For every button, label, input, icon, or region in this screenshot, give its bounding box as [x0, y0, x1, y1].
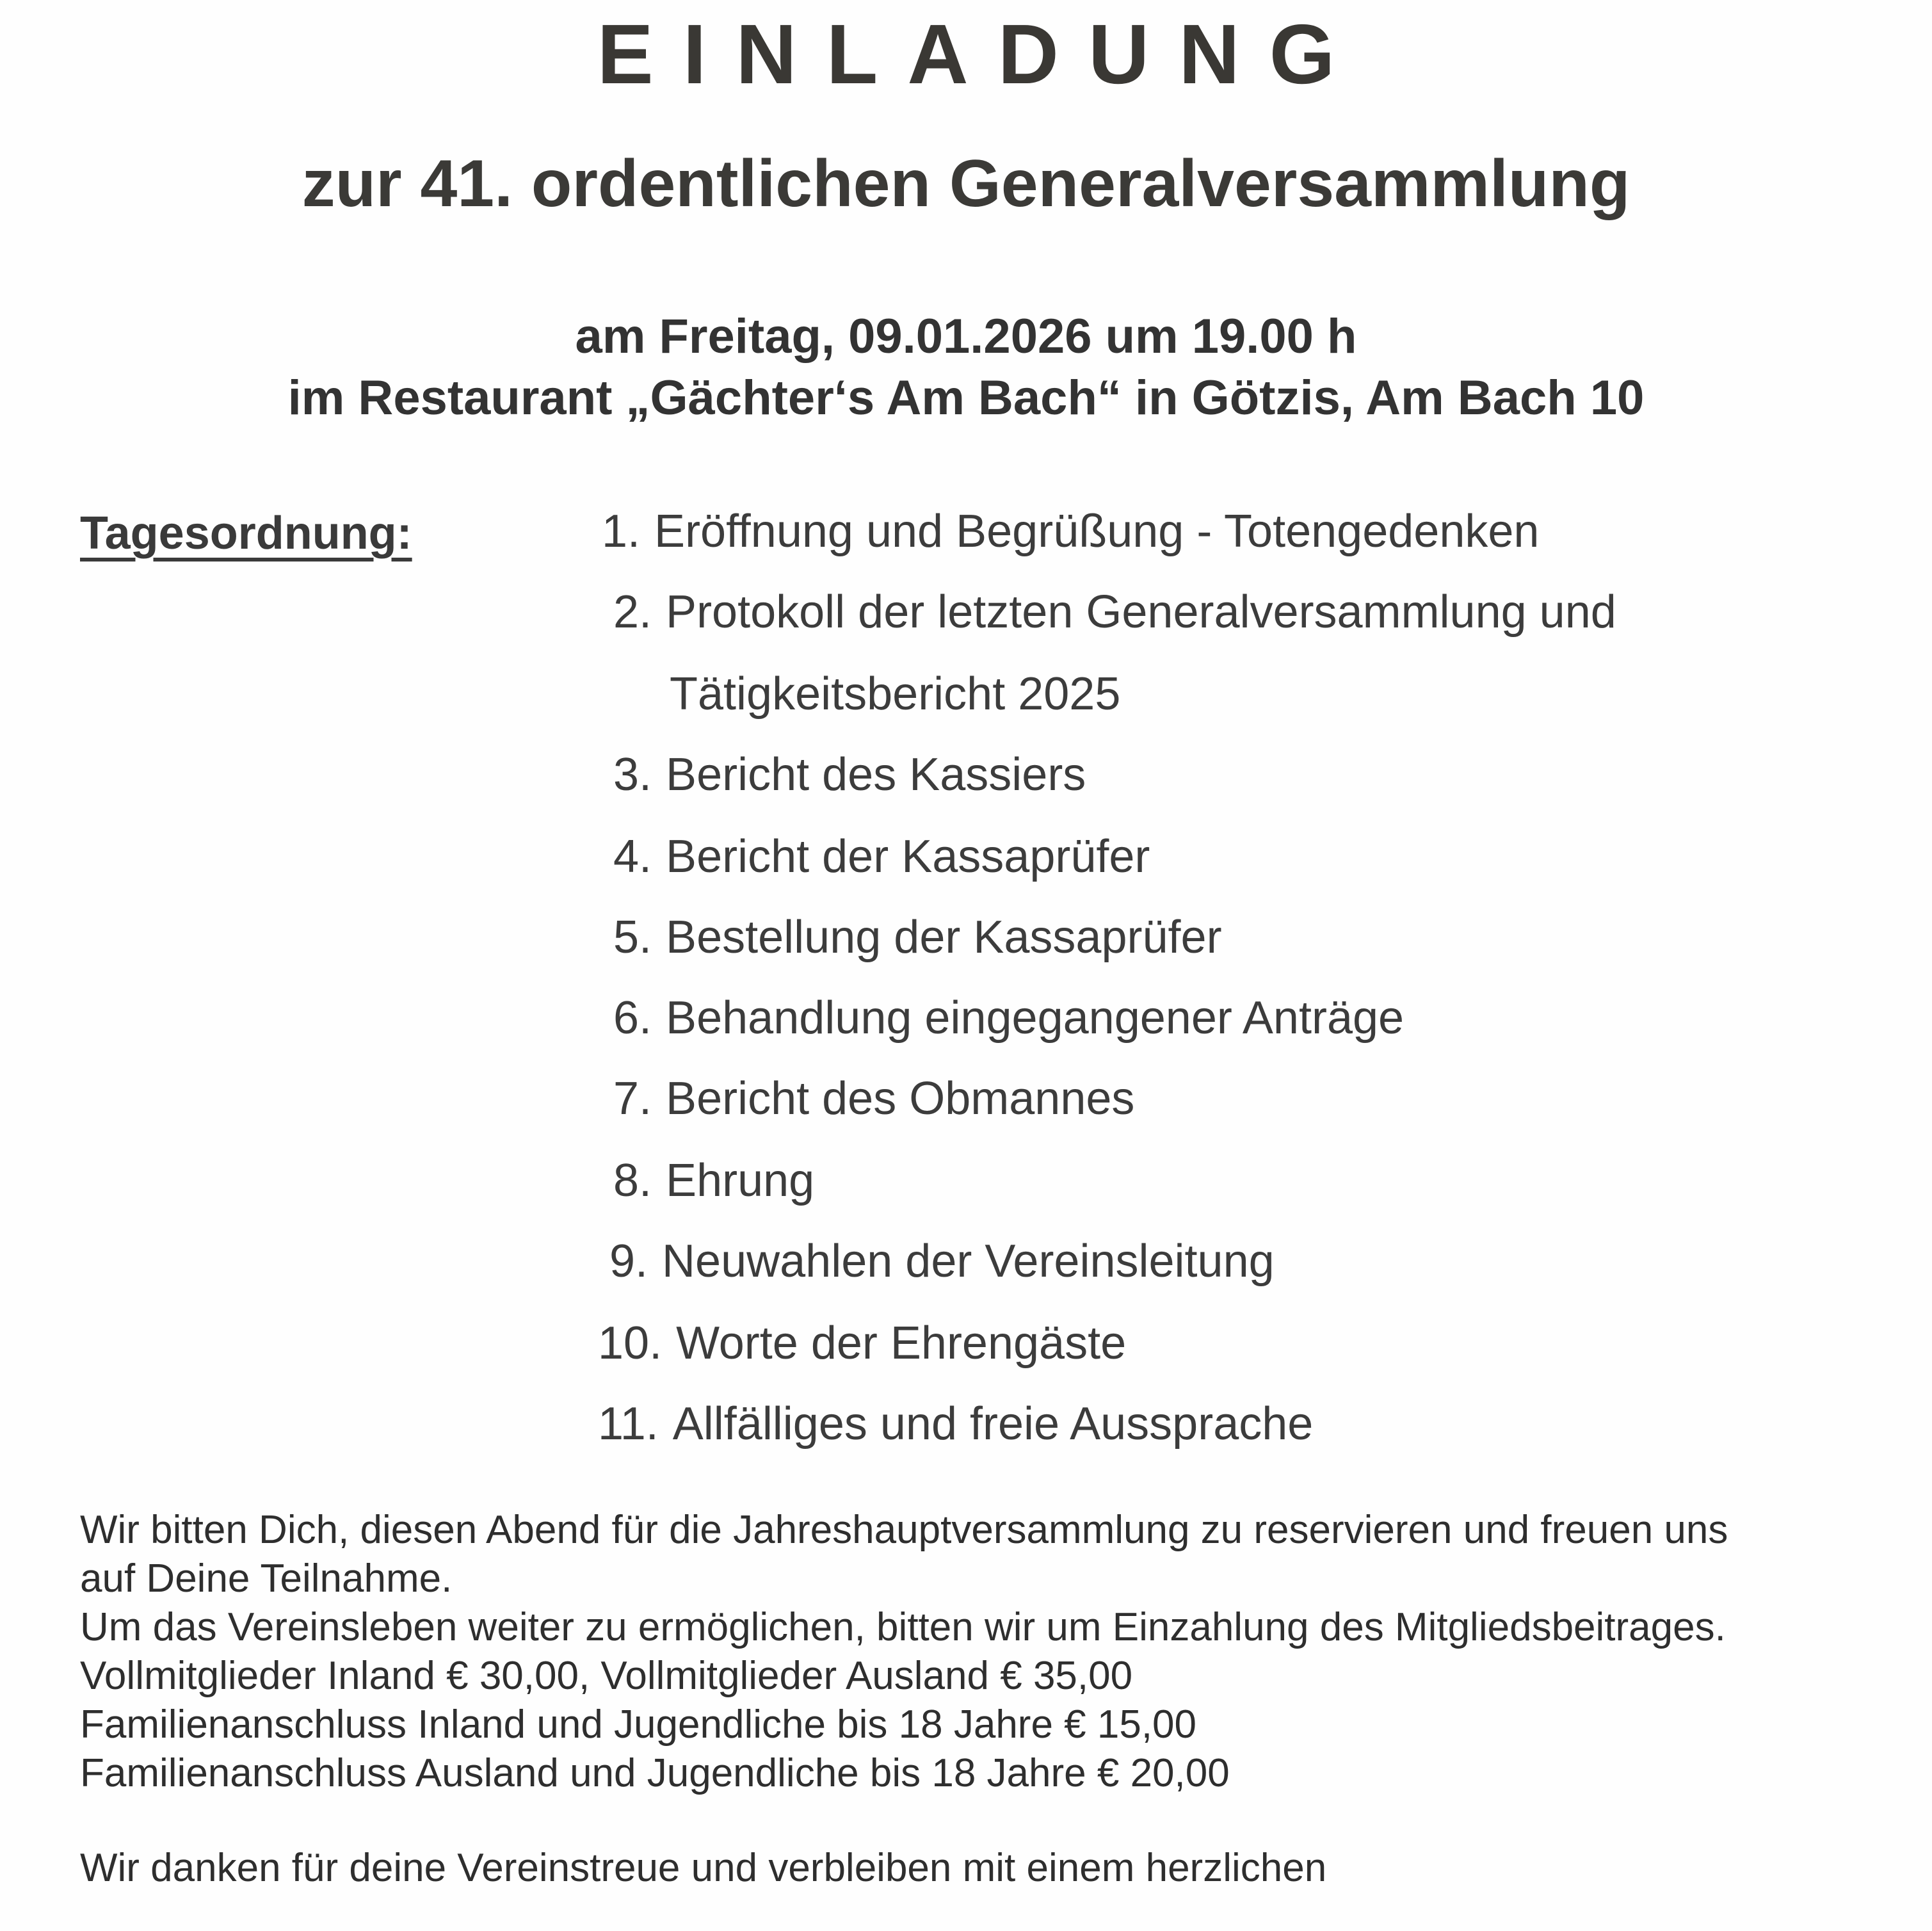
agenda-item-number: 3.	[613, 749, 652, 800]
agenda-item-number: 1.	[602, 506, 641, 557]
agenda-item-text: Ehrung	[666, 1155, 815, 1206]
body-line: auf Deine Teilnahme.	[80, 1556, 453, 1601]
agenda-item-text: Bestellung der Kassaprüfer	[666, 912, 1222, 963]
agenda-item	[613, 907, 1222, 968]
agenda-item-text: Bericht des Kassiers	[666, 749, 1086, 800]
agenda-item-number: 9.	[609, 1236, 648, 1287]
fee-line: Vollmitglieder Inland € 30,00, Vollmitglieder Ausland € 35,00	[80, 1654, 1133, 1698]
agenda-item-text: Worte der Ehrengäste	[676, 1318, 1127, 1369]
agenda-item	[613, 1150, 814, 1211]
body-line: Wir bitten Dich, diesen Abend für die Jahreshauptversammlung zu reservieren und freuen uns	[80, 1508, 1728, 1552]
agenda-item	[613, 987, 1404, 1049]
agenda-item-text: Behandlung eingegangener Anträge	[666, 992, 1405, 1044]
agenda-item-text: Allfälliges und freie Aussprache	[672, 1398, 1314, 1450]
agenda-item-text: Bericht der Kassaprüfer	[666, 831, 1150, 882]
agenda-item-continuation: Tätigkeitsbericht 2025	[670, 668, 1121, 720]
agenda-item	[598, 1393, 1313, 1455]
agenda-item-text: Protokoll der letzten Generalversammlung und	[666, 586, 1616, 638]
agenda-item-number: 10.	[598, 1318, 663, 1369]
document-subtitle: zur 41. ordentlichen Generalversammlung	[302, 147, 1630, 221]
agenda-item-text: Bericht des Obmannes	[666, 1073, 1135, 1124]
agenda-item	[613, 1068, 1134, 1129]
agenda-item-number: 6.	[613, 992, 652, 1044]
agenda-item-number: 11.	[598, 1398, 659, 1450]
event-venue: im Restaurant „Gächter‘s Am Bach“ in Götzis, Am Bach 10	[287, 371, 1645, 425]
agenda-item	[613, 581, 1616, 643]
fee-line: Familienanschluss Inland und Jugendliche bis 18 Jahre € 15,00	[80, 1702, 1197, 1747]
agenda-item	[609, 1231, 1275, 1292]
agenda-item-text: Neuwahlen der Vereinsleitung	[662, 1236, 1275, 1287]
agenda-item-number: 5.	[613, 912, 652, 963]
event-date-time: am Freitag, 09.01.2026 um 19.00 h	[575, 309, 1357, 364]
agenda-item	[613, 744, 1086, 805]
document-title: EINLADUNG	[597, 7, 1365, 101]
agenda-item-number: 2.	[613, 586, 652, 638]
fee-line: Familienanschluss Ausland und Jugendliche bis 18 Jahre € 20,00	[80, 1751, 1230, 1795]
agenda-item	[613, 826, 1150, 887]
agenda-item-text: Eröffnung und Begrüßung - Totengedenken	[654, 506, 1540, 557]
agenda-item-number: 7.	[613, 1073, 652, 1124]
agenda-item-number: 4.	[613, 831, 652, 882]
closing-line: Wir danken für deine Vereinstreue und verbleiben mit einem herzlichen	[80, 1846, 1327, 1890]
body-line: Um das Vereinsleben weiter zu ermöglichen, bitten wir um Einzahlung des Mitgliedsbeitrages.	[80, 1605, 1726, 1649]
agenda-item	[598, 1313, 1126, 1374]
agenda-item-number: 8.	[613, 1155, 652, 1206]
agenda-item	[602, 501, 1539, 562]
agenda-label: Tagesordnung:	[80, 508, 412, 559]
